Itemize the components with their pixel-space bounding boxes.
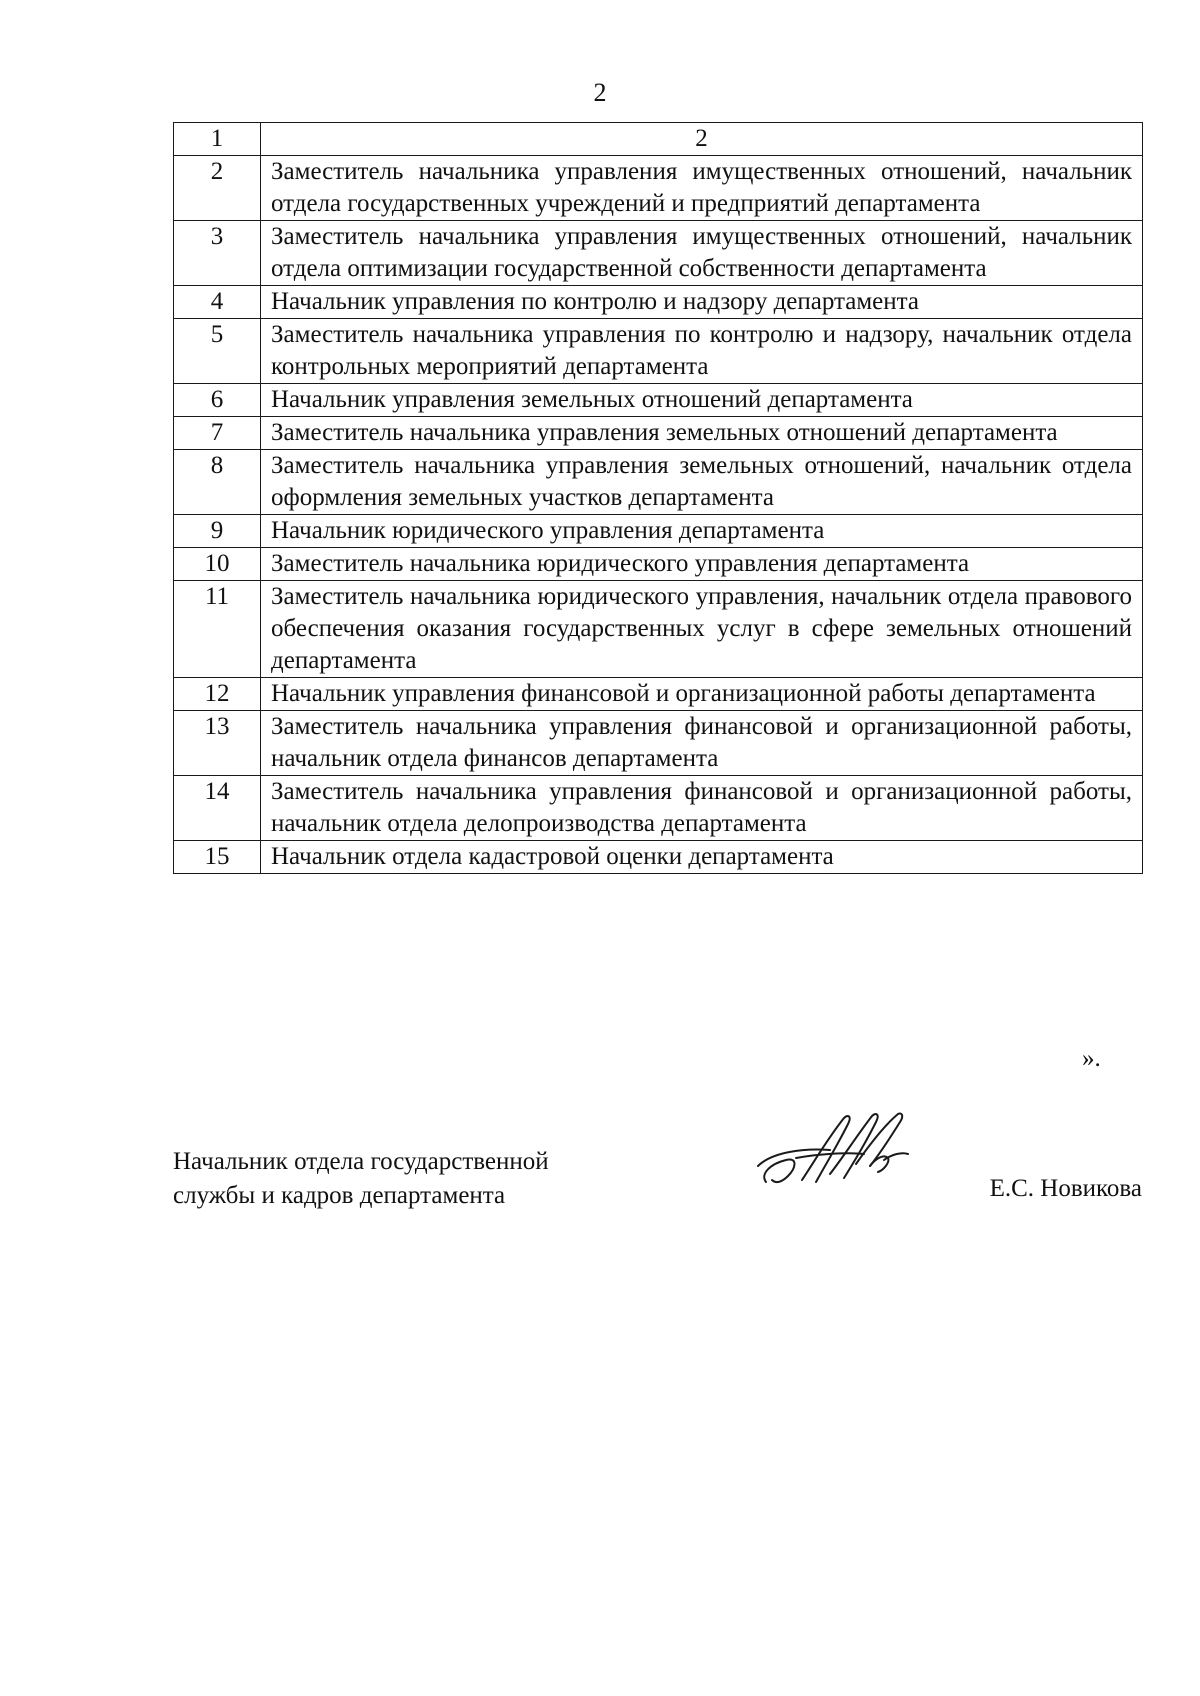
table-row [174, 384, 1143, 417]
table-row [174, 581, 1143, 678]
row-title: Заместитель начальника управления земельных отношений департамента [261, 417, 1143, 450]
column-title-header: 2 [261, 123, 1143, 156]
table-row [174, 319, 1143, 384]
row-title: Начальник управления финансовой и организационной работы департамента [261, 678, 1143, 711]
table-row [174, 711, 1143, 776]
row-title: Заместитель начальника управления земельных отношений, начальник отдела оформления земельных участков департамента [261, 450, 1143, 515]
signer-position [173, 1145, 633, 1213]
row-number: 5 [174, 319, 261, 384]
row-number: 8 [174, 450, 261, 515]
table-row [174, 221, 1143, 286]
positions-table [173, 122, 1143, 874]
row-number: 7 [174, 417, 261, 450]
row-title: Начальник юридического управления департамента [261, 515, 1143, 548]
row-title: Заместитель начальника управления финансовой и организационной работы, начальник отдела делопроизводства департамента [261, 776, 1143, 841]
row-title: Заместитель начальника юридического управления департамента [261, 548, 1143, 581]
row-number: 14 [174, 776, 261, 841]
row-number: 6 [174, 384, 261, 417]
signer-name: Е.С. Новикова [989, 1175, 1142, 1202]
signer-position-line: Начальник отдела государственной [173, 1148, 549, 1175]
row-number: 10 [174, 548, 261, 581]
signer-position-line: службы и кадров департамента [173, 1182, 506, 1209]
table-row [174, 548, 1143, 581]
closing-quote: ». [1082, 1045, 1101, 1072]
table-row [174, 515, 1143, 548]
row-title: Заместитель начальника управления имущественных отношений, начальник отдела государственных учреждений и предприятий департамента [261, 156, 1143, 221]
row-number: 9 [174, 515, 261, 548]
row-title: Начальник отдела кадастровой оценки департамента [261, 841, 1143, 874]
table-header-row [174, 123, 1143, 156]
row-number: 2 [174, 156, 261, 221]
row-title: Заместитель начальника юридического управления, начальник отдела правового обеспечения оказания государственных услуг в сфере земельных отношений департамента [261, 581, 1143, 678]
column-number-header: 1 [174, 123, 261, 156]
row-title: Заместитель начальника управления имущественных отношений, начальник отдела оптимизации государственной собственности департамента [261, 221, 1143, 286]
table-row [174, 450, 1143, 515]
row-title: Начальник управления по контролю и надзору департамента [261, 286, 1143, 319]
row-number: 11 [174, 581, 261, 678]
row-number: 4 [174, 286, 261, 319]
row-number: 15 [174, 841, 261, 874]
page-number: 2 [593, 78, 607, 107]
row-number: 12 [174, 678, 261, 711]
row-number: 3 [174, 221, 261, 286]
table-row [174, 841, 1143, 874]
table-row [174, 776, 1143, 841]
table-row [174, 286, 1143, 319]
table-row [174, 417, 1143, 450]
row-number: 13 [174, 711, 261, 776]
handwritten-signature-icon [752, 1108, 922, 1198]
row-title: Заместитель начальника управления по контролю и надзору, начальник отдела контрольных мероприятий департамента [261, 319, 1143, 384]
table-row [174, 156, 1143, 221]
row-title: Начальник управления земельных отношений департамента [261, 384, 1143, 417]
table-row [174, 678, 1143, 711]
row-title: Заместитель начальника управления финансовой и организационной работы, начальник отдела финансов департамента [261, 711, 1143, 776]
